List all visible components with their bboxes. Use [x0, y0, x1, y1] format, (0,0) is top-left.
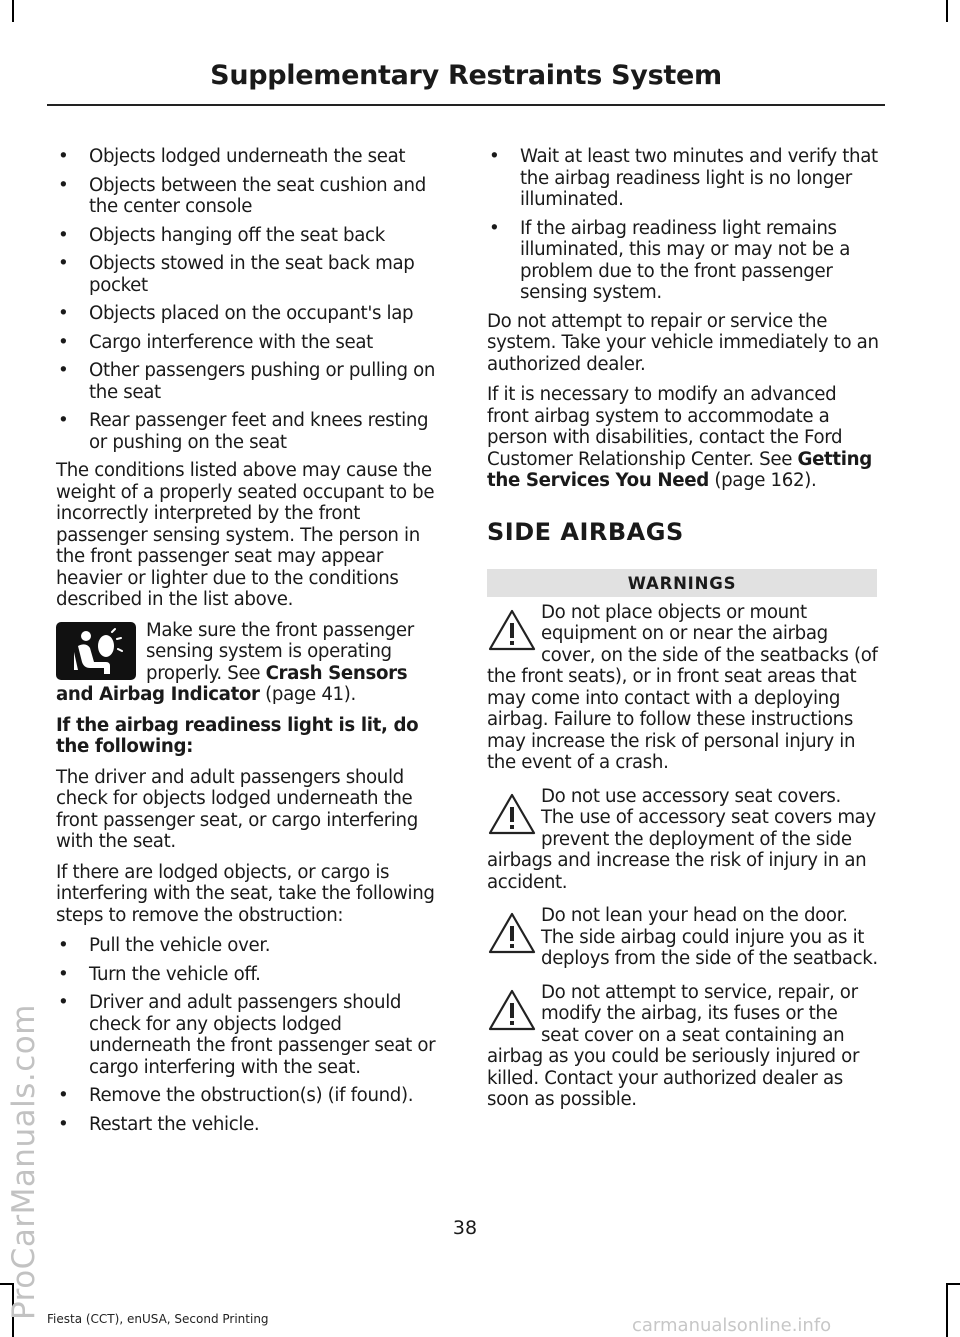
list-item: • Objects placed on the occupant's lap — [56, 303, 448, 325]
paragraph: If there are lodged objects, or cargo is interfering with the seat, take the following steps to remove the obstruction: — [56, 861, 435, 926]
page-reference-link[interactable]: Getting the Services You Need — [487, 448, 872, 491]
list-item: • Pull the vehicle over. — [56, 935, 448, 957]
list-item: • Driver and adult passengers should check for any objects lodged underneath the front passenger seat or cargo interfering with the seat. — [56, 992, 448, 1078]
airbag-indicator-icon — [56, 622, 136, 680]
warning-item — [487, 905, 879, 970]
crop-mark — [12, 0, 14, 22]
list-item: • Remove the obstruction(s) (if found). — [56, 1085, 448, 1107]
section-heading: SIDE AIRBAGS — [487, 517, 684, 546]
list-item: • Objects between the seat cushion and the center console — [56, 175, 448, 218]
paragraph: The driver and adult passengers should check for objects lodged underneath the front passenger seat, or cargo interfering with the seat. — [56, 766, 418, 852]
page-reference-number: (page 162). — [714, 470, 817, 491]
airbag-note — [56, 620, 448, 706]
list-item: • Wait at least two minutes and verify that the airbag readiness light is no longer illuminated. — [487, 146, 879, 211]
warning-item — [487, 602, 879, 774]
list-item: • Cargo interference with the seat — [56, 332, 448, 354]
warnings-header: WARNINGS — [487, 569, 877, 597]
paragraph — [487, 384, 879, 492]
bullet-list — [487, 146, 879, 304]
header-divider — [47, 104, 885, 106]
warning-triangle-icon — [487, 988, 537, 1032]
left-column — [56, 146, 448, 1142]
instruction-heading: If the airbag readiness light is lit, do the following: — [56, 714, 419, 757]
list-item: • If the airbag readiness light remains illuminated, this may or may not be a problem due to the front passenger sensing system. — [487, 218, 879, 304]
right-column — [487, 146, 879, 1123]
paragraph-text: If it is necessary to modify an advanced front airbag system to accommodate a person with disabilities, contact the Ford Customer Relationship Center. See — [487, 384, 843, 470]
warning-item — [487, 982, 879, 1111]
page-reference-link[interactable]: Crash Sensors and Airbag Indicator — [56, 662, 408, 705]
list-item: • Restart the vehicle. — [56, 1114, 448, 1136]
warning-triangle-icon — [487, 792, 537, 836]
crop-mark — [946, 1283, 948, 1337]
warning-text: Do not attempt to service, repair, or modify the airbag, its fuses or the seat cover on a seat containing an airbag as you could be seriously injured or killed. Contact your authorized dealer as soon as possible. — [487, 981, 860, 1110]
list-item: • Objects lodged underneath the seat — [56, 146, 448, 168]
watermark-bottom: carmanualsonline.info — [632, 1315, 832, 1336]
warning-triangle-icon — [487, 608, 537, 652]
crop-mark — [946, 0, 948, 22]
warning-text: Do not place objects or mount equipment on or near the airbag cover, on the side of the seatbacks (of the front seats), or in front seat areas that may come into contact with a deploying airbag. Failure to follow these instructions may increase the risk of personal injury in the event of a crash. — [487, 601, 878, 773]
paragraph: The conditions listed above may cause the weight of a properly seated occupant to be incorrectly interpreted by the front passenger sensing system. The person in the front passenger seat may appear heavier or lighter due to the conditions described in the list above. — [56, 460, 435, 610]
list-item: • Turn the vehicle off. — [56, 964, 448, 986]
list-item: • Objects stowed in the seat back map pocket — [56, 253, 448, 296]
page-title: Supplementary Restraints System — [210, 60, 722, 91]
watermark-side: ProCarManuals.com — [6, 1004, 42, 1320]
crop-mark — [946, 1283, 960, 1285]
paragraph: Do not attempt to repair or service the system. Take your vehicle immediately to an authorized dealer. — [487, 310, 879, 375]
list-item: • Rear passenger feet and knees resting or pushing on the seat — [56, 410, 448, 453]
page-reference-number: (page 41). — [265, 684, 356, 705]
bullet-list — [56, 146, 448, 453]
bullet-list — [56, 935, 448, 1135]
warning-text: Do not use accessory seat covers. The use of accessory seat covers may prevent the deployment of the side airbags and increase the risk of injury in an accident. — [487, 785, 876, 893]
footer-text: Fiesta (CCT), enUSA, Second Printing — [47, 1312, 269, 1326]
warning-text: Do not lean your head on the door. The side airbag could injure you as it deploys from the side of the seatback. — [541, 905, 878, 969]
list-item: • Objects hanging off the seat back — [56, 225, 448, 247]
list-item: • Other passengers pushing or pulling on the seat — [56, 360, 448, 403]
page-number: 38 — [452, 1217, 478, 1239]
warning-triangle-icon — [487, 911, 537, 955]
warning-item — [487, 786, 879, 894]
airbag-note-text: Make sure the front passenger sensing system is operating properly. See — [146, 619, 414, 684]
